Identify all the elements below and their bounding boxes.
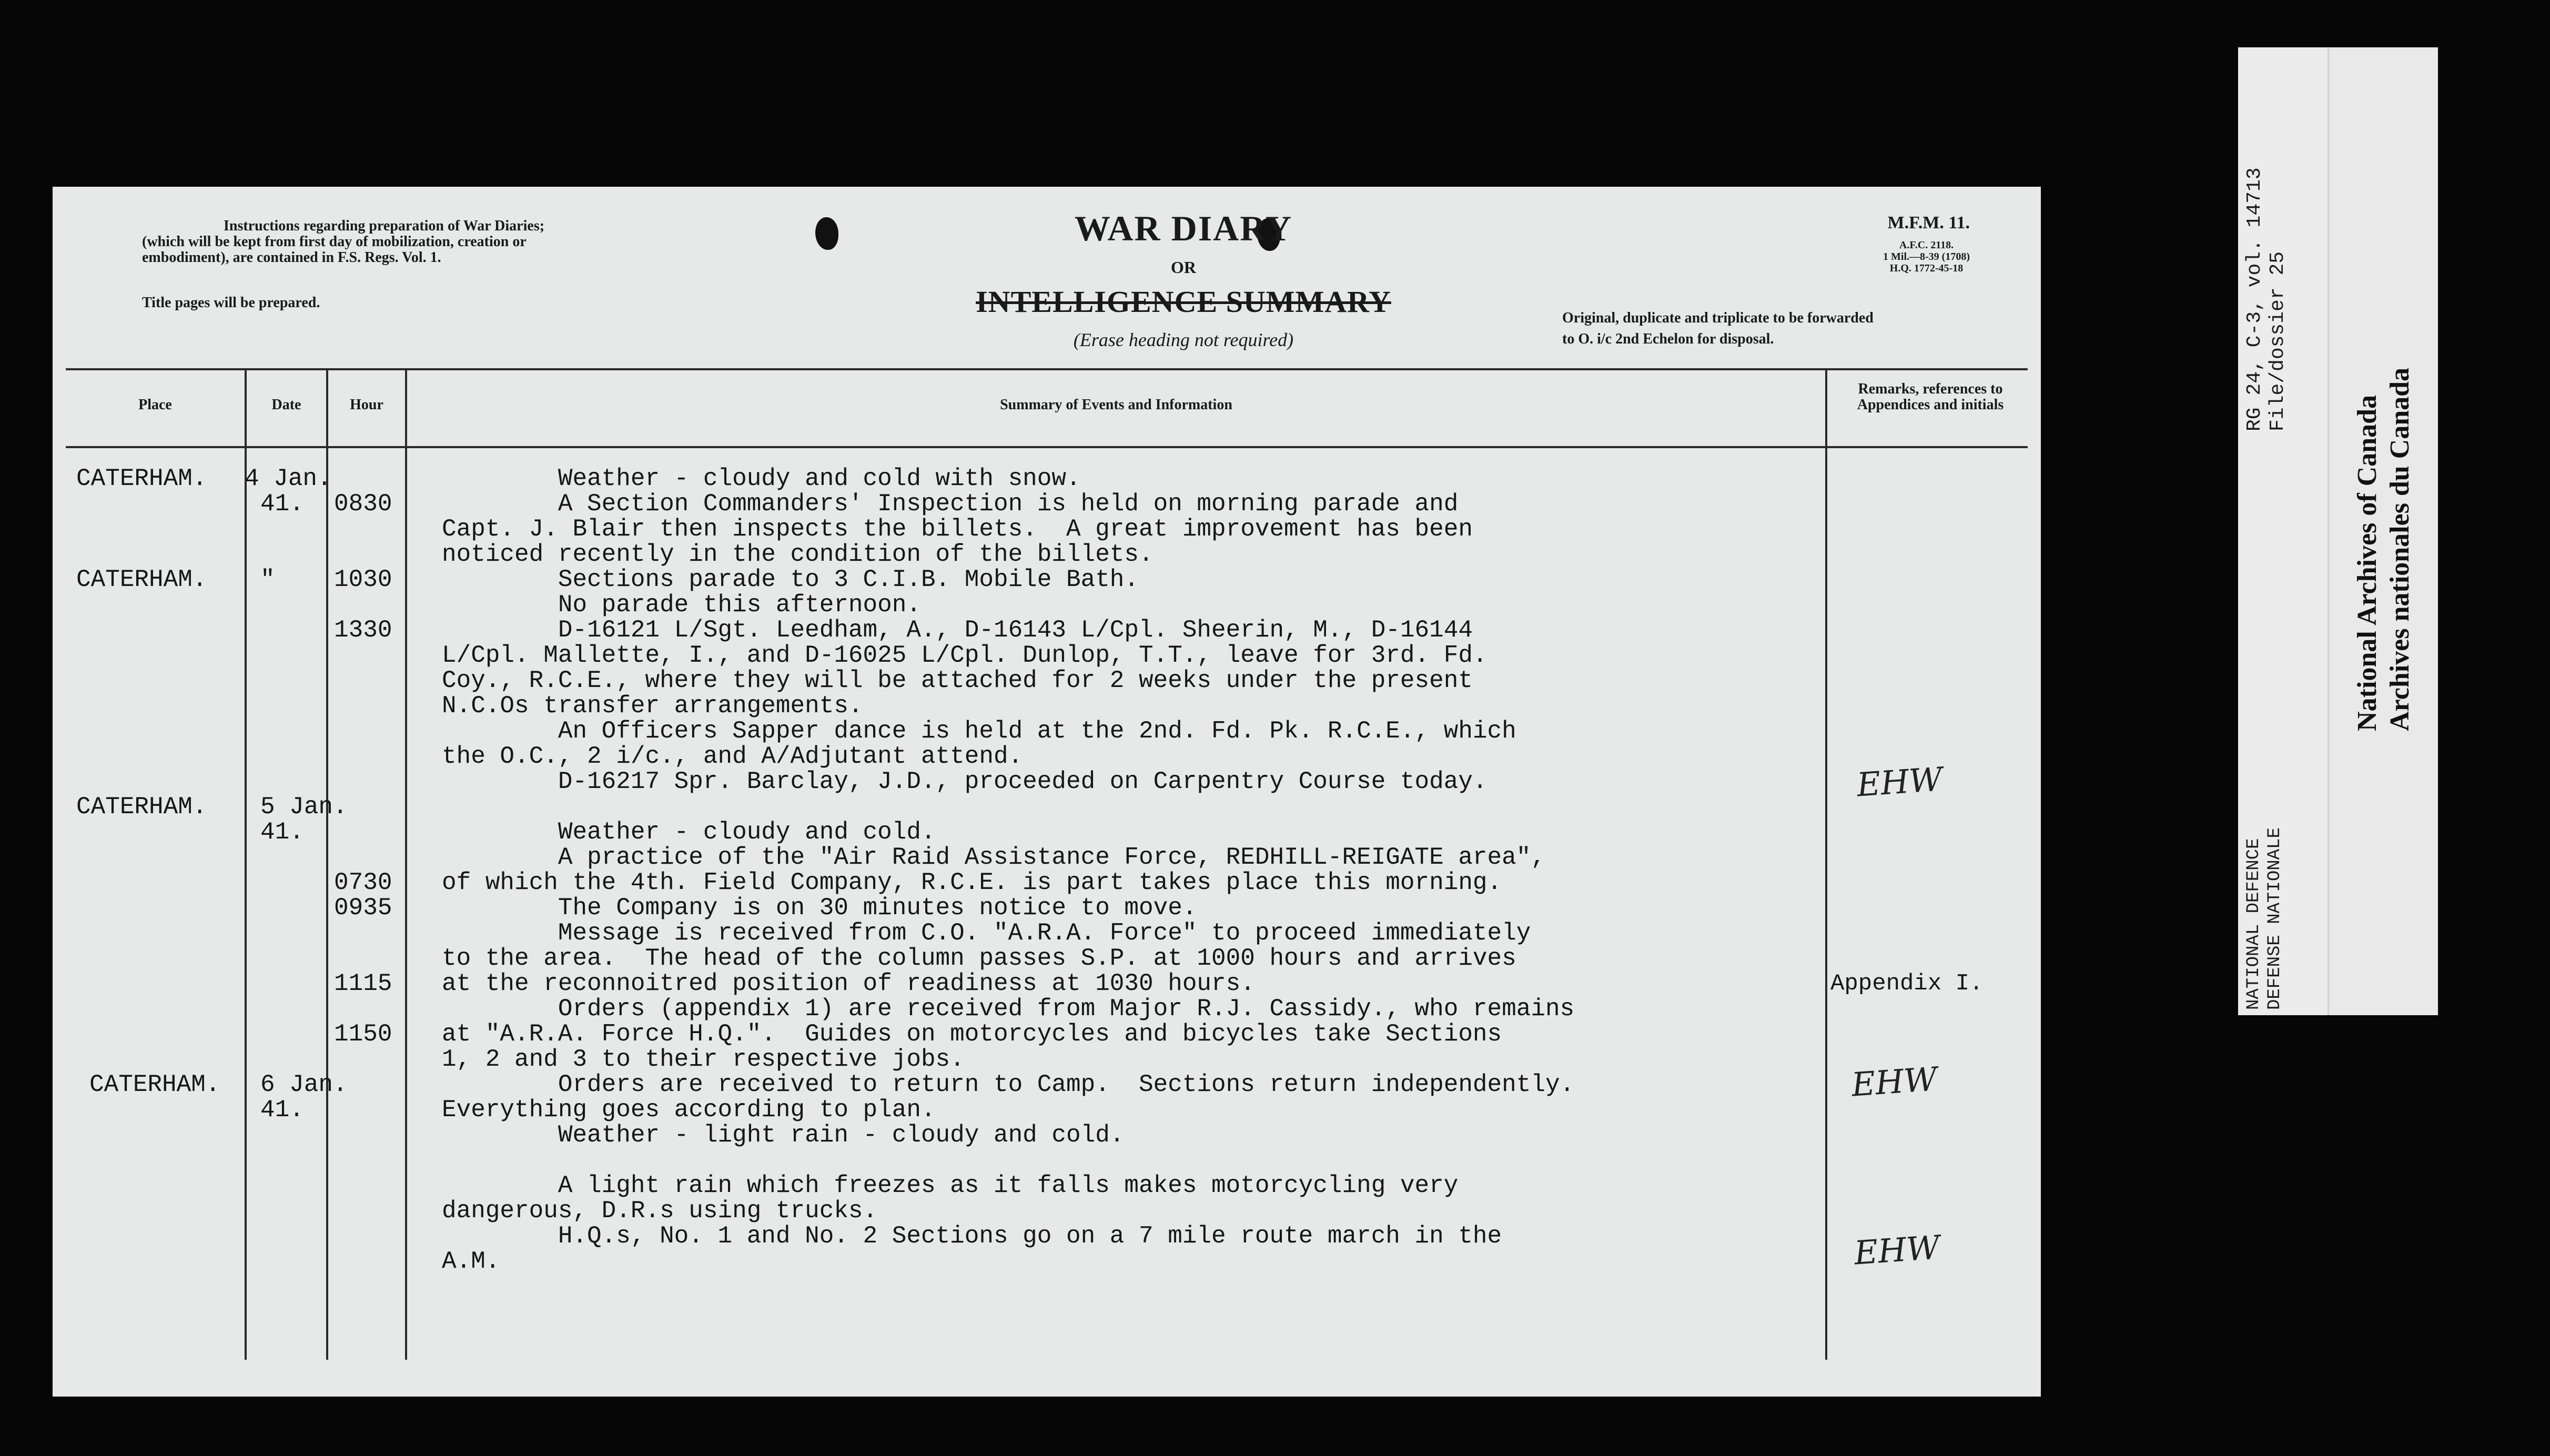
form-code: M.F.M. 11. [1887, 213, 1970, 232]
hour-cell: 0830 [334, 490, 392, 518]
date-cell: 41. [260, 818, 304, 846]
date-cell: 41. [260, 490, 304, 518]
summary-line: dangerous, D.R.s using trucks. [442, 1197, 878, 1225]
summary-line: to the area. The head of the column passes S.P. at 1000 hours and arrives [442, 945, 1516, 972]
date-cell: 41. [260, 1096, 304, 1124]
table-header-rule [66, 446, 2028, 448]
summary-line: An Officers Sapper dance is held at the 2nd. Fd. Pk. R.C.E., which [442, 717, 1516, 745]
form-reference-line1: A.F.C. 2118. [1899, 239, 1954, 251]
form-reference-line3: H.Q. 1772-45-18 [1889, 262, 1964, 274]
title-pages-note: Title pages will be prepared. [142, 295, 320, 311]
summary-line: H.Q.s, No. 1 and No. 2 Sections go on a 7 mile route march in the [442, 1222, 1502, 1250]
struck-heading: INTELLIGENCE SUMMARY [976, 285, 1391, 319]
place-cell: CATERHAM. [76, 793, 207, 821]
summary-line: Weather - cloudy and cold. [442, 818, 936, 846]
summary-line: N.C.Os transfer arrangements. [442, 692, 863, 720]
hour-cell: 1330 [334, 616, 392, 644]
date-cell: " [260, 566, 275, 593]
hour-cell: 0935 [334, 894, 392, 922]
hour-cell: 1030 [334, 566, 392, 593]
column-header-hour: Hour [350, 397, 383, 413]
date-cell: 4 Jan. [245, 465, 332, 492]
place-cell: CATERHAM. [76, 465, 207, 492]
original-note [1562, 308, 1874, 350]
defence-label [2243, 827, 2285, 1010]
summary-line: A practice of the "Air Raid Assistance Force, REDHILL-REIGATE area", [442, 844, 1545, 871]
title-or: OR [1171, 258, 1196, 277]
initials-signature: EHW [1855, 760, 1944, 804]
form-reference [1883, 239, 1970, 274]
summary-line: at "A.R.A. Force H.Q.". Guides on motorcycles and bicycles take Sections [442, 1020, 1502, 1048]
summary-line: at the reconnoitred position of readiness at 1030 hours. [442, 970, 1255, 997]
date-cell: 6 Jan. [260, 1071, 348, 1098]
summary-line: A Section Commanders' Inspection is held on morning parade and [442, 490, 1459, 518]
date-cell: 5 Jan. [260, 793, 348, 821]
summary-line: Weather - cloudy and cold with snow. [442, 465, 1081, 492]
summary-line: Coy., R.C.E., where they will be attached for 2 weeks under the present [442, 667, 1473, 694]
summary-line: Message is received from C.O. "A.R.A. Force" to proceed immediately [442, 919, 1531, 947]
summary-line: Capt. J. Blair then inspects the billets. A great improvement has been [442, 515, 1473, 543]
summary-line: The Company is on 30 minutes notice to move. [442, 894, 1197, 922]
summary-line: the O.C., 2 i/c., and A/Adjutant attend. [442, 743, 1023, 770]
original-note-line2: to O. i/c 2nd Echelon for disposal. [1562, 331, 1774, 347]
place-cell: CATERHAM. [89, 1071, 220, 1098]
original-note-line1: Original, duplicate and triplicate to be forwarded [1562, 310, 1874, 326]
summary-line: of which the 4th. Field Company, R.C.E. is part takes place this morning. [442, 869, 1502, 896]
hour-cell: 0730 [334, 869, 392, 896]
column-header-remarks: Remarks, references to Appendices and initials [1857, 381, 2004, 413]
instructions-text: Instructions regarding preparation of War Diaries; (which will be kept from first day of mobilization, creation or embodiment), are contained in F.S. Regs. Vol. 1. [142, 218, 545, 266]
summary-line: D-16217 Spr. Barclay, J.D., proceeded on Carpentry Course today. [442, 768, 1488, 795]
column-header-summary: Summary of Events and Information [1000, 397, 1232, 413]
summary-line: noticed recently in the condition of the billets. [442, 541, 1153, 568]
summary-line: Orders (appendix 1) are received from Major R.J. Cassidy., who remains [442, 995, 1575, 1023]
column-header-date: Date [271, 397, 301, 413]
page-title: WAR DIARY [1074, 208, 1293, 248]
hour-cell: 1115 [334, 970, 392, 997]
hour-cell: 1150 [334, 1020, 392, 1048]
summary-line: Everything goes according to plan. [442, 1096, 936, 1124]
initials-signature: EHW [1853, 1228, 1941, 1272]
summary-line: A light rain which freezes as it falls makes motorcycling very [442, 1172, 1459, 1199]
summary-line: Sections parade to 3 C.I.B. Mobile Bath. [442, 566, 1139, 593]
column-divider-date [326, 368, 328, 1360]
column-header-place: Place [138, 397, 172, 413]
summary-line: L/Cpl. Mallette, I., and D-16025 L/Cpl. Dunlop, T.T., leave for 3rd. Fd. [442, 642, 1488, 669]
defence-label-en: NATIONAL DEFENCE [2244, 838, 2264, 1010]
defence-label-fr: DEFENSE NATIONALE [2265, 827, 2285, 1010]
form-reference-line2: 1 Mil.—8-39 (1708) [1883, 251, 1970, 262]
summary-line: Weather - light rain - cloudy and cold. [442, 1121, 1125, 1149]
appendix-reference: Appendix I. [1830, 970, 1984, 997]
war-diary-sheet [53, 187, 2041, 1397]
archive-reference-line2: File/dossier 25 [2266, 251, 2289, 431]
archives-label-fr: Archives nationales du Canada [2385, 367, 2415, 731]
archive-reference-line1: RG 24, C-3, vol. 14713 [2243, 167, 2266, 431]
place-cell: CATERHAM. [76, 566, 207, 593]
archives-label [2351, 368, 2416, 731]
summary-line: A.M. [442, 1248, 500, 1275]
initials-signature: EHW [1850, 1059, 1939, 1104]
summary-line: D-16121 L/Sgt. Leedham, A., D-16143 L/Cpl. Sheerin, M., D-16144 [442, 616, 1473, 644]
archives-label-en: National Archives of Canada [2352, 395, 2382, 731]
ink-blot-left [815, 217, 838, 250]
summary-line: No parade this afternoon. [442, 591, 921, 619]
summary-line: 1, 2 and 3 to their respective jobs. [442, 1046, 965, 1073]
column-divider-place [245, 368, 247, 1360]
column-divider-summary [1825, 368, 1827, 1360]
erase-note: (Erase heading not required) [1073, 329, 1294, 350]
table-top-rule [66, 368, 2028, 370]
archive-reference [2243, 167, 2290, 431]
summary-line: Orders are received to return to Camp. Sections return independently. [442, 1071, 1575, 1098]
column-divider-hour [405, 368, 407, 1360]
